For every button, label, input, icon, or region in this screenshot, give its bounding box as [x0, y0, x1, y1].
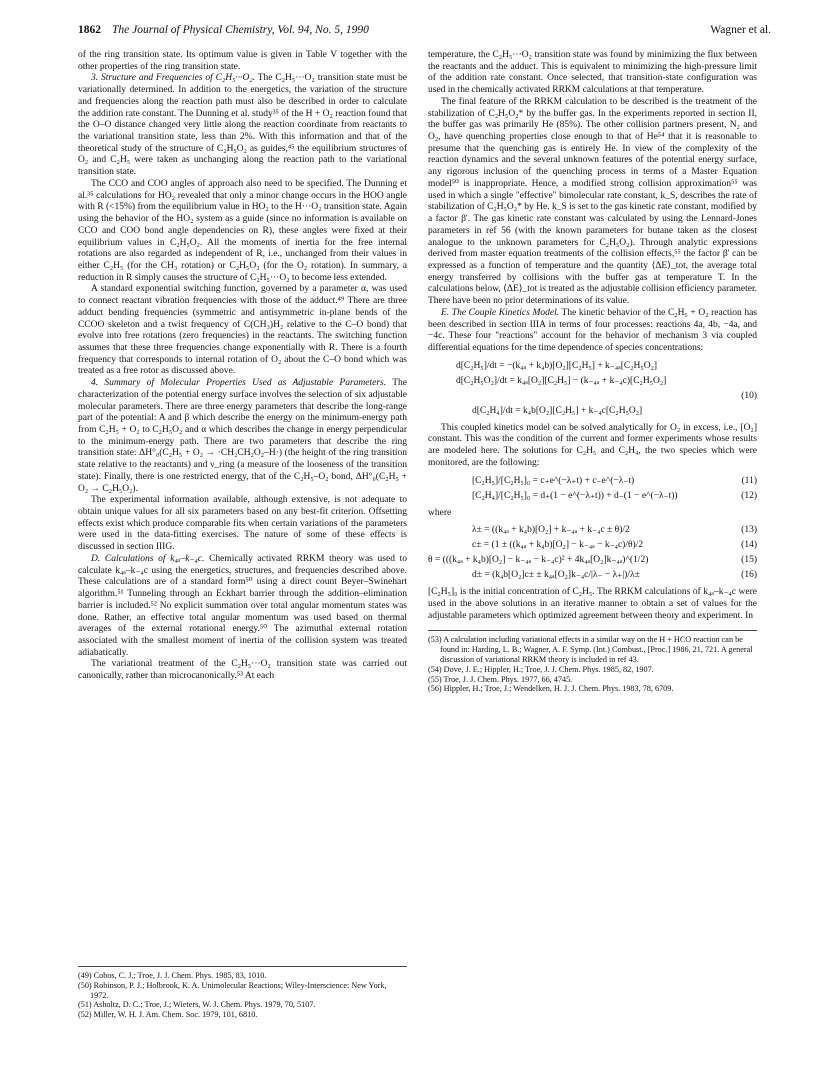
footnote: (51) Asholtz, D. C.; Troe, J.; Wieters, W. J. Chem. Phys. 1979, 70, 5107. — [78, 1000, 316, 1010]
footnote: (53) A calculation including variational effects in a similar way on the H + HCO reaction can be found in: Harding, L. B.; Wagner, A. F. Symp. (Int.) Combust., [Proc.] 1986, 21, 721. A general discussion of variational RRKM theory is included in ref 43. — [428, 635, 753, 665]
equation-text: d[C₂H₅O₂]/dt = k₄ₐ[O₂][C₂H₅] − (k₋₄ₐ + k₋₄c)[C₂H₅O₂] — [456, 375, 667, 386]
footnote-rule — [428, 630, 757, 631]
equation-14 — [428, 538, 757, 553]
paragraph — [78, 73, 407, 178]
equation-text: d± = (k₄b[O₂]c± ± k₄ₐ[O₂]k₋₄c/|λ₋ − λ₊|)/λ± — [472, 570, 640, 581]
equation-16 — [428, 568, 757, 583]
paragraph: This coupled kinetics model can be solved analytically for O₂ in excess, i.e., [O₂] constant. This was the condition of the current and former experiments whose results are modeled here. The solutions for C₂H₅ and C₂H₄, the two species which were monitored, are the following: — [428, 422, 757, 468]
page-header — [78, 24, 771, 42]
paragraph-text: The characterization of the potential energy surface involves the selection of six adjustable molecular parameters. There are three energy parameters that describe the long-range part of the potential: A and β which describe the energy on the minimum-energy path from C₂H₅ + O₂ to C₂H₅O₂ and α which describes the change in energy perpendicular to the minimum-energy path. There are two parameters that describe the ring transition state: ΔH°₀(C₂H₅ + O₂ → ·CH₂CH₂O₂–H·) (the height of the ring transition state relative to the reactants) and ν_ring (a measure of the looseness of the transition state). Finally, there is one restricted energy, that of the C₂H₅–O₂ bond, ΔH°₀(C₂H₅ + O₂ → C₂H₅O₂). — [78, 378, 407, 494]
equation-13 — [428, 523, 757, 538]
equation-text: [C₂H₅]/[C₂H₅]₀ = c₊e^(−λ₊t) + c₋e^(−λ₋t) — [472, 475, 635, 486]
equation-number: (10) — [741, 390, 757, 401]
paragraph: The variational treatment of the C₂H₅···O₂ transition state was carried out canonically, rather than microcanonically.⁵³ At each — [78, 659, 407, 682]
paragraph: temperature, the C₂H₅···O₂ transition state was found by minimizing the flux between the reactants and the adduct. This is equivalent to minimizing the high-pressure limit of the addition rate constant. Once selected, that transition-state configuration was used in the chemically activated RRKM calculations at that temperature. — [428, 50, 757, 96]
footnote: (52) Miller, W. H. J. Am. Chem. Soc. 1979, 101, 6810. — [78, 1010, 258, 1020]
equation — [428, 359, 757, 374]
equation-11 — [428, 474, 757, 489]
equation-number: (16) — [741, 570, 757, 581]
section-heading: 3. Structure and Frequencies of C₂H₅···O₂. — [91, 73, 256, 84]
right-column — [428, 50, 757, 1050]
page-number: 1862 — [78, 24, 101, 36]
footnote: (50) Robinson, P. J.; Holbrook, K. A. Unimolecular Reactions; Wiley-Interscience: New York, 1972. — [78, 980, 387, 1000]
paragraph-text: The C₂H₅···O₂ transition state must be variationally determined. In addition to the energetics, the variation of the structure and frequencies along the reaction path must also be described in order to calculate the addition rate constant. The Dunning et al. study³⁵ of the H + O₂ reaction found that the O–O distance changed very little along the reaction coordinate from reactants to the variational transition state, less than 2%. With this information and that of the theoretical study of the structure of C₂H₅O₂ as guides,⁴⁵ the equilibrium structures of O₂ and C₂H₅ were taken as unchanging along the reaction path to the variational transition state. — [78, 73, 407, 178]
running-authors: Wagner et al. — [710, 24, 771, 36]
equation-text: d[C₂H₄]/dt = k₄b[O₂][C₂H₅] + k₋₄c[C₂H₅O₂] — [472, 405, 643, 416]
paragraph-text: Chemically activated RRKM theory was used to calculate k₄ₐ–k₋₄c using the energetics, structures, and frequencies described above. These calculations are of a standard form⁵⁰ using a direct count Beyer–Swinehart algorithm.⁵¹ Tunneling through an Eckhart barrier through the addition–elimination barrier is included.⁵² No explicit summation over total angular momentum states was done. Rather, an effective total angular momentum was used based on thermal averages of the external rotational energy.⁵⁰ The azimuthal external rotation associated with the smallest moment of inertia of the collision system was treated adiabatically. — [78, 553, 408, 658]
equation — [428, 404, 757, 419]
footnote: (56) Hippler, H.; Troe, J.; Wendelken, H. J. J. Chem. Phys. 1983, 78, 6709. — [428, 684, 674, 694]
definitions-block — [428, 523, 757, 583]
paragraph: The CCO and COO angles of approach also need to be specified. The Dunning et al.³⁵ calculations for HO₂ revealed that only a minor change occurs in the HOO angle with R (<15%) from the equilibrium value in HO₂ to the H···O₂ transition state. Again using the behavior of the HO₂ system as a guide (since no information is available on CCO and COO bond angle dependencies on R), these angles were fixed at their equilibrium values in C₂H₅O₂. All the moments of inertia for the free internal rotations are also regarded as independent of R, i.e., unchanged from their values in either C₂H₅ (for the CH₃ rotation) or C₂H₅O₂ (for the O₂ rotation). In summary, a reduction in R simply causes the structure of C₂H₅···O₂ to become less extended. — [78, 178, 407, 283]
equation-text: [C₂H₄]/[C₂H₅]₀ = d₊(1 − e^(−λ₊t)) + d₋(1 − e^(−λ₋t)) — [472, 490, 678, 501]
paragraph: The experimental information available, although extensive, is not adequate to obtain unique values for all six parameters based on any best-fit criterion. Offsetting effects exist which produce comparable fits when certain variations of the parameters were used in the data-fitting exercises. The nature of some of these effects is discussed in section IIIG. — [78, 495, 407, 553]
paragraph — [78, 554, 407, 659]
section-heading: E. The Couple Kinetics Model. — [441, 307, 560, 318]
footnote: (55) Troe, J. J. Chem. Phys. 1977, 66, 4745. — [428, 674, 573, 684]
paragraph: [C₂H₅]₀ is the initial concentration of C₂H₅. The RRKM calculations of k₄ₐ–k₋₄c were used in the above solutions in an iterative manner to obtain a set of values for the adjustable parameters which optimized agreement between theory and experiment. In — [428, 587, 757, 621]
equation-text: λ± = ((k₄ₐ + k₄b)[O₂] + k₋₄ₐ + k₋₄c ± θ)/2 — [472, 525, 630, 536]
equation-text: θ = (((k₄ₐ + k₄b)[O₂] − k₋₄ₐ − k₋₄c)² + 4k₄ₐ[O₂]k₋₄ₐ)^(1/2) — [428, 555, 649, 566]
equation-12 — [428, 489, 757, 504]
equation-text: d[C₂H₅]/dt = −(k₄ₐ + k₄b)[O₂][C₂H₅] + k₋₄ₐ[C₂H₅O₂] — [456, 360, 658, 371]
footnote: (49) Cobos, C. J.; Troe, J. J. Chem. Phys. 1985, 83, 1010. — [78, 971, 267, 980]
equation — [428, 374, 757, 389]
footnote: (54) Dove, J. E.; Hippler, H.; Troe, J. J. Chem. Phys. 1985, 82, 1907. — [428, 664, 654, 674]
equation-10-block — [428, 359, 757, 419]
where-label: where — [428, 507, 452, 518]
equation-15 — [428, 553, 757, 568]
journal-citation: The Journal of Physical Chemistry, Vol. 94, No. 5, 1990 — [112, 24, 369, 36]
section-heading: 4. Summary of Molecular Properties Used as Adjustable Parameters. — [91, 378, 387, 389]
equation-number: (11) — [741, 475, 757, 486]
equation-number: (13) — [741, 525, 757, 536]
paragraph: The final feature of the RRKM calculation to be described is the treatment of the stabilization of C₂H₅O₂* by the buffer gas. In the experiments reported in section II, the buffer gas was primarily He (85%). The other collision partners present, N₂ and O₂, have quenching properties close enough to that of He⁵⁴ that it is reasonable to presume that the quenching gas is entirely He. In view of the complexity of the reaction dynamics and the several unknown features of the potential energy surface, any rigorous inclusion of the quenching process in terms of a Master Equation model⁵⁰ is inappropriate. Hence, a modified strong collision approximation⁵⁵ was used in which a single "effective" bimolecular rate constant, k_S, describes the rate of stabilization of C₂H₅O₂* by He. k_S is set to the gas kinetic rate constant, modified by a factor β'. The gas kinetic rate constant was calculated by using the Lennard-Jones parameters in ref 56 (with the known parameters for butane taken as the closest analogue to the unknown parameters for C₂H₅O₂). Through analytic expressions derived from master equation treatments of the collision effects,⁵⁵ the factor β' can be expressed as a function of temperature and the quantity ⟨ΔE⟩_tot, the average total energy transferred by collisions with the buffer gas at temperature T. In the calculations below, ⟨ΔE⟩_tot is treated as the adjustable collision efficiency parameter. There have been no prior determinations of its value. — [428, 96, 757, 307]
paragraph — [78, 378, 407, 495]
equation-number: (12) — [741, 490, 757, 501]
equation-number: (15) — [741, 555, 757, 566]
left-footnotes — [78, 962, 407, 1020]
paragraph: A standard exponential switching function, governed by a parameter α, was used to connect reactant vibration frequencies with those of the adduct.⁴⁹ There are three adduct bending frequencies (symmetric and antisymmetric in-plane bends of the CCOO skeleton and a twist frequency of C(CH₃)H₂ relative to the C–O bond) that evolve into free rotations (zero frequencies) in the reactants. The switching function assumes that these three frequencies change exponentially with R. There is a fourth frequency that corresponds to internal rotation of O₂ about the C–O bond which was treated as a free rotor as discussed above. — [78, 284, 407, 377]
footnote-rule — [78, 966, 407, 967]
solutions-block — [428, 474, 757, 504]
equation-text: c± = (1 ± ((k₄ₐ + k₄b)[O₂] − k₋₄ₐ − k₋₄c)/θ)/2 — [472, 540, 644, 551]
paragraph-text: The kinetic behavior of the C₂H₅ + O₂ reaction has been described in section IIIA in terms of four processes: reactions 4a, 4b, −4a, and −4c. These four "reactions" account for the behavior of mechanism 3 via coupled differential equations for the time dependence of species concentrations: — [428, 307, 757, 353]
equation-number: (14) — [741, 540, 757, 551]
section-heading: D. Calculations of k₄ₐ–k₋₄c. — [91, 553, 205, 564]
left-column — [78, 50, 407, 960]
equation — [428, 389, 757, 404]
right-footnotes — [428, 630, 757, 694]
paragraph — [428, 308, 757, 355]
paragraph: of the ring transition state. Its optimum value is given in Table V together with the other properties of the ring transition state. — [78, 50, 407, 72]
